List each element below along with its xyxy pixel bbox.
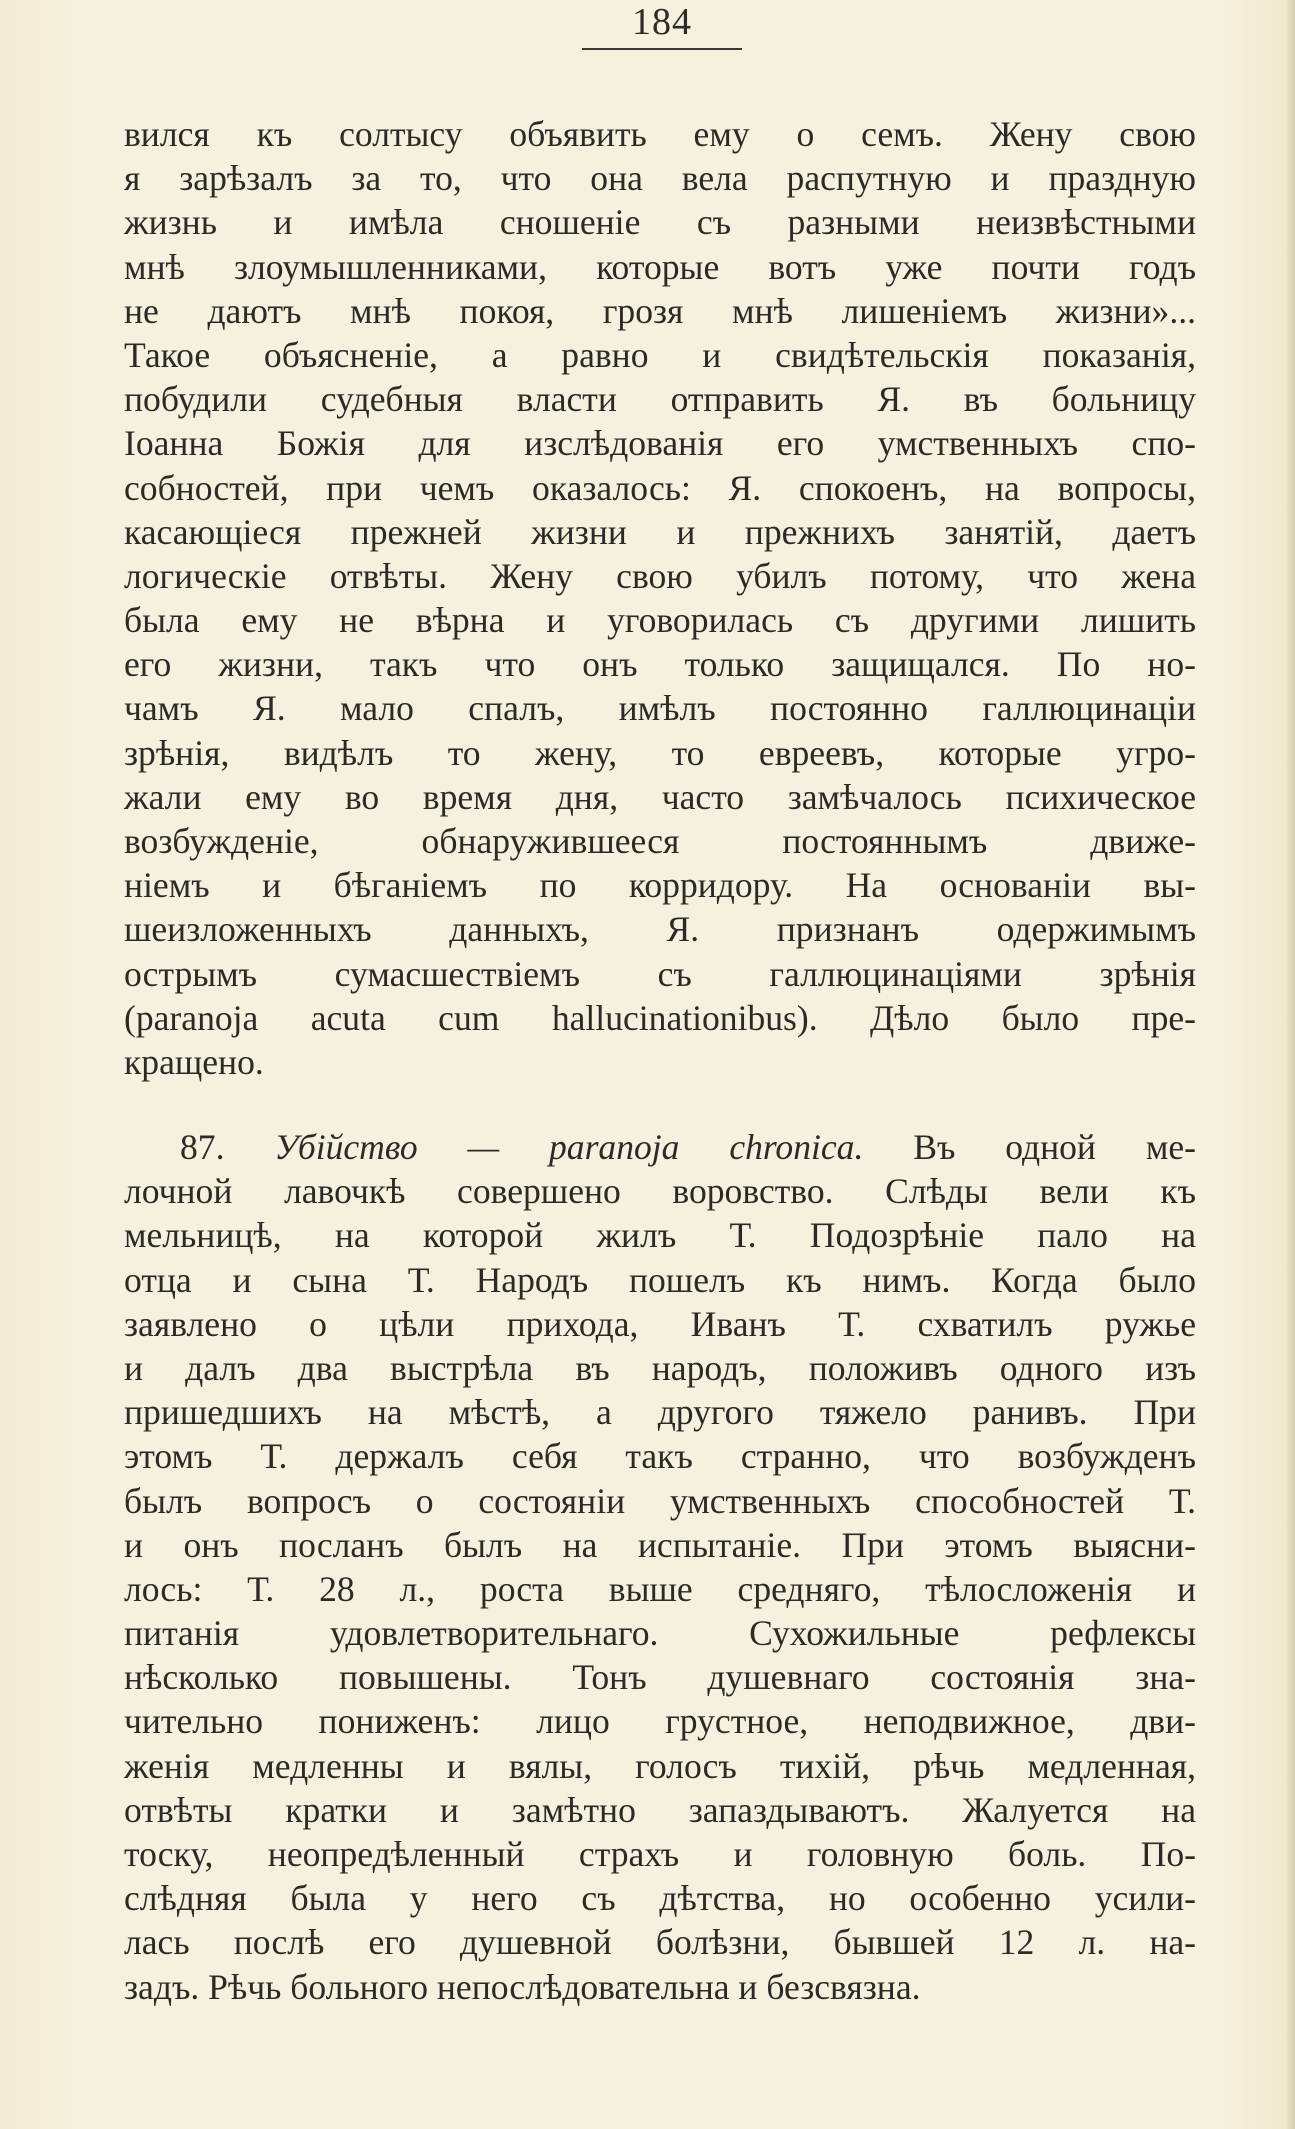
text-line: его жизни, такъ что онъ только защищался. По но- bbox=[124, 644, 1196, 685]
text-line: отца и сына Т. Народъ пошелъ къ нимъ. Когда было bbox=[124, 1259, 1196, 1300]
text-line: лась послѣ его душевной болѣзни, бывшей 12 л. на- bbox=[124, 1922, 1196, 1963]
text-line: лось: Т. 28 л., роста выше средняго, тѣлосложенія и bbox=[124, 1568, 1196, 1609]
text-line: и онъ посланъ былъ на испытаніе. При этомъ выясни- bbox=[124, 1524, 1196, 1565]
text-line: побудили судебныя власти отправить Я. въ больницу bbox=[124, 379, 1196, 420]
text-line: питанія удовлетворительнаго. Сухожильные рефлексы bbox=[124, 1613, 1196, 1654]
text-line: зрѣнія, видѣлъ то жену, то евреевъ, которые угро- bbox=[124, 732, 1196, 773]
case-heading: Убійство — paranoja chronica. bbox=[274, 1127, 864, 1167]
text-line: шеизложенныхъ данныхъ, Я. признанъ одержимымъ bbox=[124, 909, 1196, 950]
text-line: женія медленны и вялы, голосъ тихій, рѣчь медленная, bbox=[124, 1745, 1196, 1786]
page-number: 184 bbox=[632, 1, 692, 43]
paragraph-2 bbox=[124, 1125, 1196, 2009]
text-line: возбужденіе, обнаружившееся постояннымъ движе- bbox=[124, 821, 1196, 861]
text-line: была ему не вѣрна и уговорилась съ другими лишить bbox=[124, 600, 1196, 641]
text-line: кращено. bbox=[124, 1041, 264, 1082]
text-line: касающіеся прежней жизни и прежнихъ занятій, даетъ bbox=[124, 511, 1196, 552]
text-line: (paranoja acuta cum hallucinationibus). Дѣло было пре- bbox=[124, 997, 1196, 1038]
case-number: 87. bbox=[180, 1127, 225, 1167]
text-line-rest: Въ одной ме- bbox=[913, 1127, 1196, 1167]
text-line: мельницѣ, на которой жилъ Т. Подозрѣніе пало на bbox=[124, 1215, 1196, 1256]
text-line: не даютъ мнѣ покоя, грозя мнѣ лишеніемъ жизни»... bbox=[124, 290, 1196, 331]
page-edge-shadow bbox=[1285, 0, 1295, 2129]
text-line: острымъ сумасшествіемъ съ галлюцинаціями зрѣнія bbox=[124, 953, 1196, 994]
text-line: жизнь и имѣла сношеніе съ разными неизвѣстными bbox=[124, 202, 1196, 243]
text-line: чамъ Я. мало спалъ, имѣлъ постоянно галлюцинаціи bbox=[124, 688, 1196, 729]
text-line: вился къ солтысу объявить ему о семъ. Жену свою bbox=[124, 114, 1196, 154]
text-line: чительно пониженъ: лицо грустное, неподвижное, дви- bbox=[124, 1701, 1196, 1742]
text-line: мнѣ злоумышленниками, которые вотъ уже почти годъ bbox=[124, 246, 1196, 287]
text-line: отвѣты кратки и замѣтно запаздываютъ. Жалуется на bbox=[124, 1789, 1196, 1830]
text-line: Іоанна Божія для изслѣдованія его умственныхъ спо- bbox=[124, 423, 1196, 464]
text-line: собностей, при чемъ оказалось: Я. спокоенъ, на вопросы, bbox=[124, 467, 1196, 508]
text-line: пришедшихъ на мѣстѣ, а другого тяжело ранивъ. При bbox=[124, 1392, 1196, 1433]
text-line: этомъ Т. держалъ себя такъ странно, что возбужденъ bbox=[124, 1436, 1196, 1477]
text-line: нѣсколько повышены. Тонъ душевнаго состоянія зна- bbox=[124, 1657, 1196, 1698]
text-line: заявлено о цѣли прихода, Иванъ Т. схватилъ ружье bbox=[124, 1303, 1196, 1344]
page-header bbox=[582, 0, 742, 52]
text-line: слѣдняя была у него съ дѣтства, но особенно усили- bbox=[124, 1878, 1196, 1919]
text-line: ніемъ и бѣганіемъ по корридору. На основаніи вы- bbox=[124, 865, 1196, 906]
text-line: задъ. Рѣчь больного непослѣдовательна и безсвязна. bbox=[124, 1966, 921, 2007]
header-rule bbox=[582, 48, 742, 50]
text-line: жали ему во время дня, часто замѣчалось психическое bbox=[124, 776, 1196, 817]
text-line: я зарѣзалъ за то, что она вела распутную и праздную bbox=[124, 158, 1196, 199]
text-line: и далъ два выстрѣла въ народъ, положивъ одного изъ bbox=[124, 1347, 1196, 1388]
text-line: лочной лавочкѣ совершено воровство. Слѣды вели къ bbox=[124, 1171, 1196, 1212]
paragraph-1 bbox=[124, 112, 1196, 1084]
text-line: тоску, неопредѣленный страхъ и головную боль. По- bbox=[124, 1834, 1196, 1874]
text-line: логическіе отвѣты. Жену свою убилъ потому, что жена bbox=[124, 555, 1196, 596]
text-line: Такое объясненіе, а равно и свидѣтельскія показанія, bbox=[124, 334, 1196, 375]
text-line: былъ вопросъ о состояніи умственныхъ способностей Т. bbox=[124, 1480, 1196, 1521]
case-heading-line bbox=[124, 1125, 1196, 1169]
